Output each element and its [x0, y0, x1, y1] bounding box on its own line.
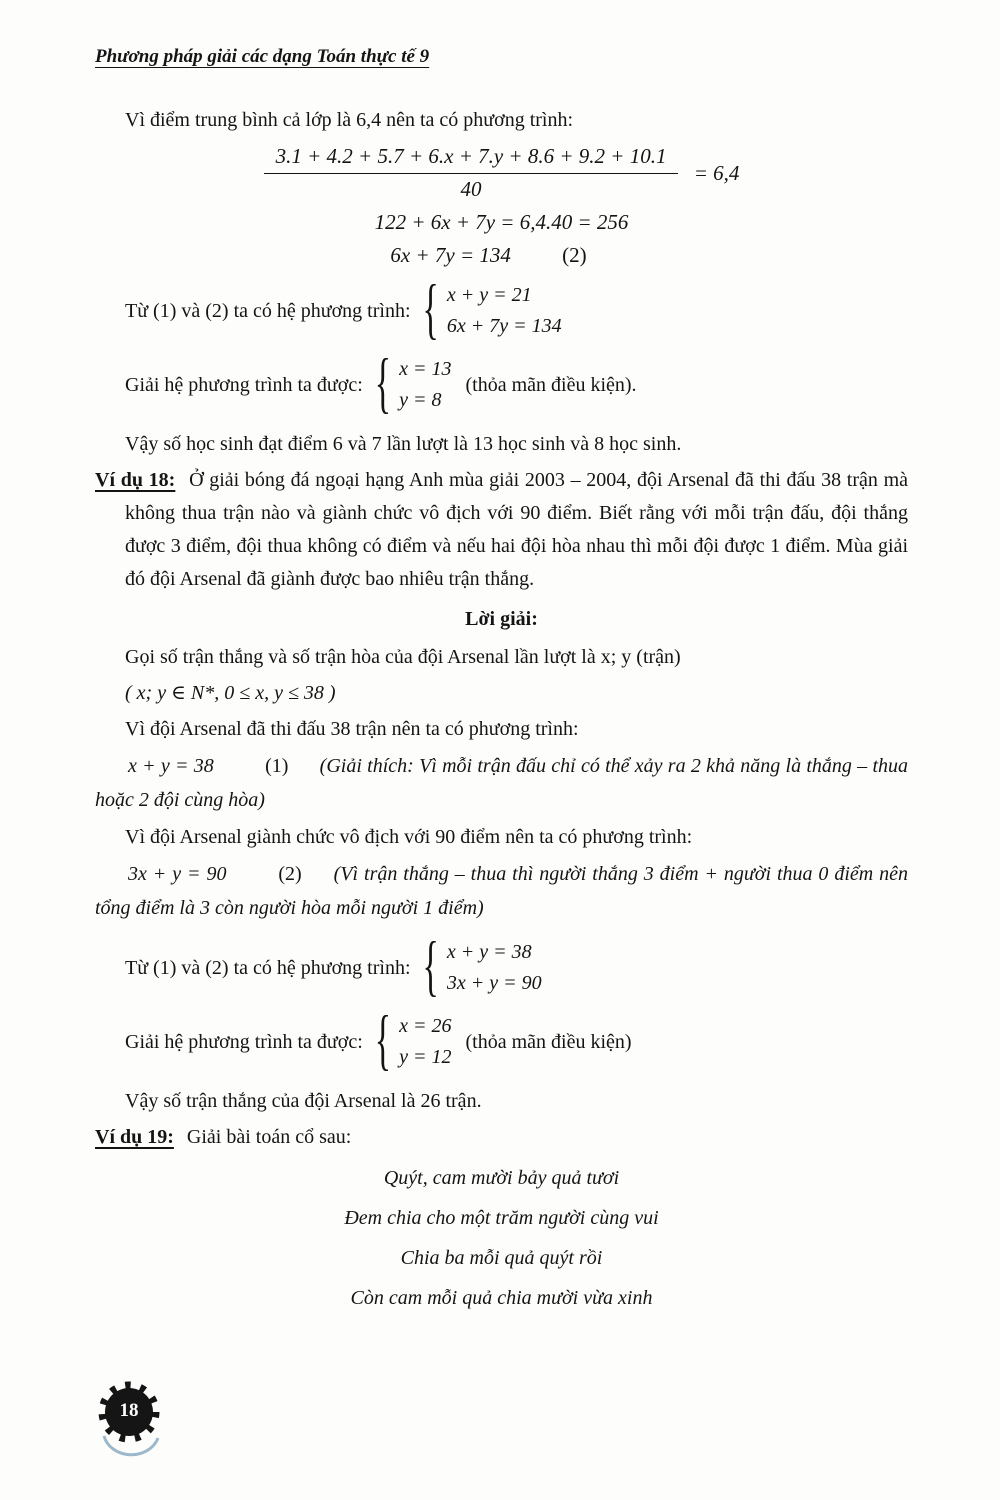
left-brace: {: [374, 1004, 392, 1078]
equation-system: [373, 347, 452, 421]
equation-1-note: (Giải thích: Vì mỗi trận đấu chỉ có thể xảy ra 2 khả năng là thắng – thua hoặc 2 đội cùng hòa): [95, 755, 908, 811]
system-line: 6x + 7y = 134: [446, 315, 562, 337]
conclusion-paragraph-18: Vậy số trận thắng của đội Arsenal là 26 trận.: [125, 1090, 482, 1112]
equation-line-122: 122 + 6x + 7y = 6,4.40 = 256: [374, 210, 629, 234]
equation-line-6x7y: [95, 243, 908, 268]
running-header: [95, 46, 908, 68]
example-19-text: Giải bài toán cổ sau:: [186, 1126, 352, 1148]
assign-variables-paragraph: Gọi số trận thắng và số trận hòa của đội Arsenal lần lượt là x; y (trận): [125, 646, 681, 668]
system-lines: [447, 280, 562, 342]
system-row-1: [95, 273, 908, 347]
equation-2: 3x + y = 90: [128, 863, 227, 885]
system-line: y = 8: [399, 389, 442, 411]
system-line: 3x + y = 90: [446, 972, 542, 994]
fraction-denominator: 40: [460, 177, 482, 201]
left-brace: {: [422, 930, 439, 1004]
equation-system: [421, 930, 542, 1004]
equation-1-paragraph: [95, 749, 908, 817]
left-brace: {: [422, 273, 439, 347]
system-row-4: [95, 1004, 908, 1078]
poem-line-4: Còn cam mỗi quả chia mười vừa xinh: [350, 1287, 653, 1309]
equation-tag-2: (2): [562, 243, 587, 267]
poem-line-3: Chia ba mỗi quả quýt rồi: [400, 1247, 603, 1269]
fraction: [264, 144, 679, 202]
system-lines: [399, 1011, 451, 1073]
condition-note: (thỏa mãn điều kiện): [465, 1030, 632, 1053]
equation-system: [421, 273, 562, 347]
system-row-3: [95, 930, 908, 1004]
example-19-label: Ví dụ 19:: [95, 1126, 174, 1148]
system-row-4-text: Giải hệ phương trình ta được:: [125, 1030, 363, 1053]
system-row-3-text: Từ (1) và (2) ta có hệ phương trình:: [125, 956, 411, 979]
system-lines: [447, 937, 542, 999]
system-line: x + y = 21: [446, 284, 532, 306]
example-19-paragraph: [95, 1121, 908, 1154]
equation-tag-1: (1): [265, 755, 289, 777]
equation-tag-2b: (2): [278, 863, 302, 885]
system-line: y = 12: [399, 1046, 452, 1068]
example-18-label: Ví dụ 18:: [95, 469, 176, 491]
because-38-paragraph: Vì đội Arsenal đã thi đấu 38 trận nên ta có phương trình:: [125, 718, 579, 740]
intro-paragraph: Vì điểm trung bình cả lớp là 6,4 nên ta có phương trình:: [125, 109, 574, 131]
condition-note: (thỏa mãn điều kiện).: [465, 373, 637, 396]
system-lines: [399, 354, 451, 416]
page-number: 18: [119, 1400, 139, 1421]
fraction-equation: [95, 144, 908, 202]
system-row-2-text: Giải hệ phương trình ta được:: [125, 373, 363, 396]
badge-swoosh-icon: [104, 1436, 158, 1455]
fraction-rhs: = 6,4: [693, 160, 740, 185]
equation-2-paragraph: [95, 857, 908, 925]
page-number-badge: [96, 1380, 162, 1458]
poem-line-2: Đem chia cho một trăm người cùng vui: [344, 1207, 659, 1229]
equation-2-note: (Vì trận thắng – thua thì người thắng 3 điểm + người thua 0 điểm nên tổng điểm là 3 còn người hòa mỗi người 1 điểm): [95, 863, 909, 919]
solution-heading: Lời giải:: [465, 608, 538, 630]
system-line: x = 26: [399, 1015, 452, 1037]
fraction-numerator: 3.1 + 4.2 + 5.7 + 6.x + 7.y + 8.6 + 9.2 + 10.1: [264, 144, 679, 174]
example-18-paragraph: [95, 464, 909, 596]
running-header-title: Phương pháp giải các dạng Toán thực tế 9: [95, 46, 430, 67]
system-row-2: [95, 347, 908, 421]
system-line: x = 13: [399, 358, 452, 380]
example-18-text: Ở giải bóng đá ngoại hạng Anh mùa giải 2003 – 2004, đội Arsenal đã thi đấu 38 trận mà không thua trận nào và giành chức vô địch với 90 điểm. Biết rằng với mỗi trận đấu, đội thắng được 3 điểm, đội thua không có điểm và nếu hai đội hòa nhau thì mỗi đội được 1 điểm. Mùa giải đó đội Arsenal đã giành được bao nhiêu trận thắng.: [125, 469, 909, 590]
system-line: x + y = 38: [446, 941, 532, 963]
system-row-1-text: Từ (1) và (2) ta có hệ phương trình:: [125, 299, 411, 322]
left-brace: {: [374, 347, 392, 421]
because-90-paragraph: Vì đội Arsenal giành chức vô địch với 90 điểm nên ta có phương trình:: [125, 826, 693, 848]
equation-6x7y: 6x + 7y = 134: [390, 243, 511, 267]
domain-condition: ( x; y ∈ N*, 0 ≤ x, y ≤ 38 ): [125, 682, 336, 704]
poem-line-1: Quýt, cam mười bảy quả tươi: [383, 1167, 620, 1189]
equation-1: x + y = 38: [128, 755, 214, 777]
equation-system: [373, 1004, 452, 1078]
conclusion-paragraph: Vậy số học sinh đạt điểm 6 và 7 lần lượt là 13 học sinh và 8 học sinh.: [125, 433, 682, 455]
